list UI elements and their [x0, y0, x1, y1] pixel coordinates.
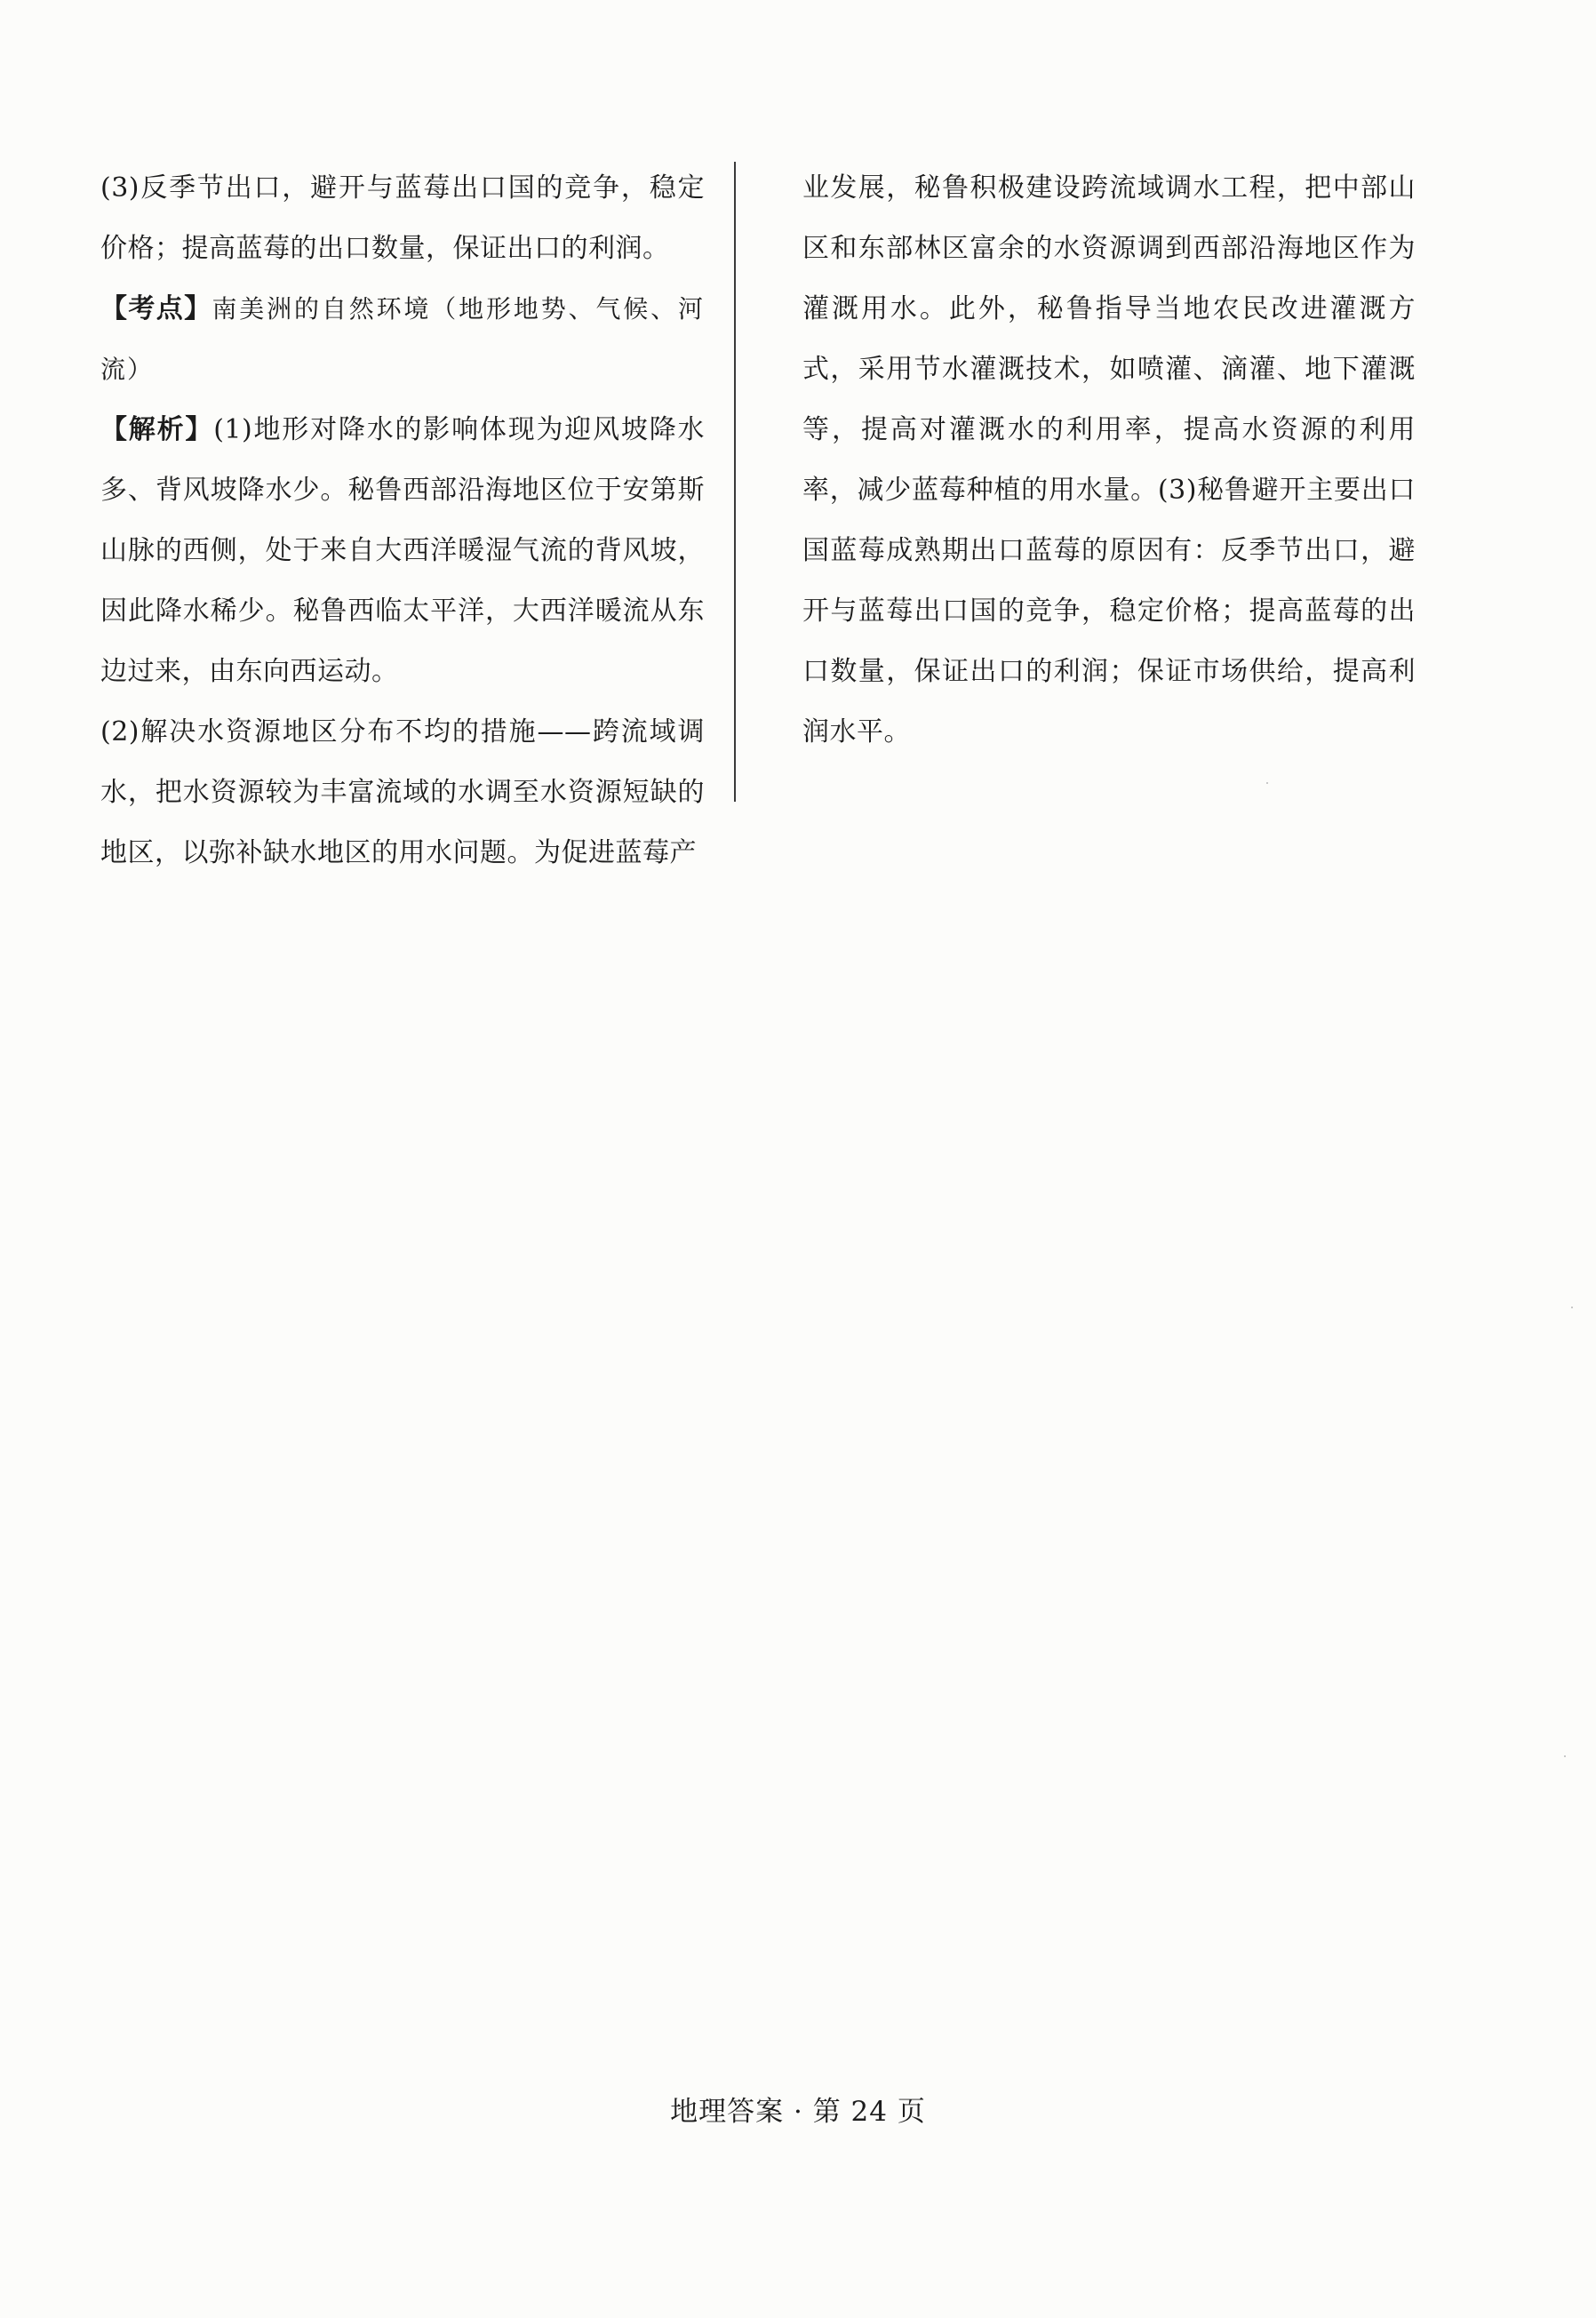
answer-part-3: (3)反季节出口，避开与蓝莓出口国的竞争，稳定价格；提高蓝莓的出口数量，保证出口的利润。 [100, 172, 705, 264]
scan-speck [1266, 782, 1268, 784]
scan-speck [1571, 1307, 1573, 1308]
jiexi-text: (1)地形对降水的影响体现为迎风坡降水多、背风坡降水少。秘鲁西部沿海地区位于安第斯山脉的西侧，处于来自大西洋暖湿气流的背风坡，因此降水稀少。秘鲁西临太平洋，大西洋暖流从东边过来，由东向西运动。 [100, 414, 705, 687]
kaodian-line [100, 279, 705, 400]
analysis-continuation: 业发展，秘鲁积极建设跨流域调水工程，把中部山区和东部林区富余的水资源调到西部沿海地区作为灌溉用水。此外，秘鲁指导当地农民改进灌溉方式，采用节水灌溉技术，如喷灌、滴灌、地下灌溉等，提高对灌溉水的利用率，提高水资源的利用率，减少蓝莓种植的用水量。(3)秘鲁避开主要出口国蓝莓成熟期出口蓝莓的原因有：反季节出口，避开与蓝莓出口国的竞争，稳定价格；提高蓝莓的出口数量，保证出口的利润；保证市场供给，提高利润水平。 [802, 172, 1416, 747]
jiexi-tag: 【解析】 [100, 414, 214, 445]
right-column [802, 158, 1416, 763]
kaodian-text: 南美洲的自然环境（地形地势、气候、河流） [100, 294, 705, 384]
page-footer: 地理答案 · 第 24 页 [670, 2096, 926, 2128]
analysis-part-2: (2)解决水资源地区分布不均的措施——跨流域调水，把水资源较为丰富流域的水调至水资源短缺的地区，以弥补缺水地区的用水问题。为促进蓝莓产 [100, 716, 705, 868]
scan-speck [1564, 1755, 1566, 1757]
left-column [100, 158, 705, 883]
kaodian-tag: 【考点】 [100, 293, 212, 324]
jiexi-paragraph [100, 400, 705, 702]
column-divider [734, 162, 736, 802]
